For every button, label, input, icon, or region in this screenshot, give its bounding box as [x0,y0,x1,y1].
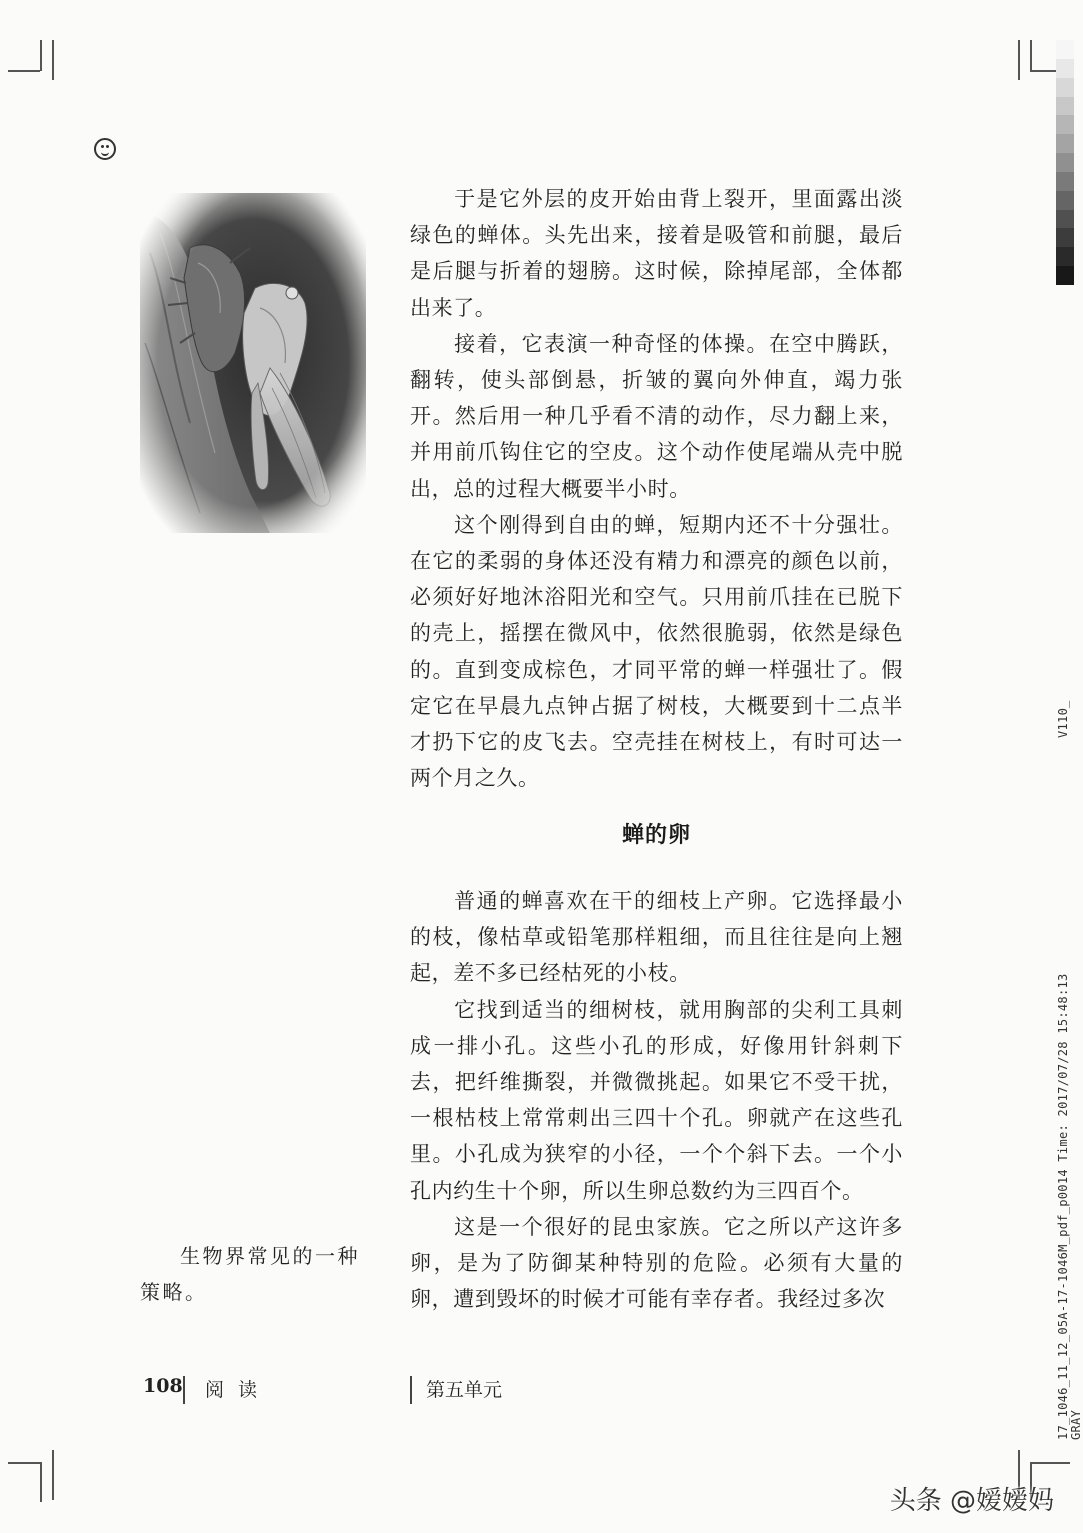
crop-mark [1030,40,1032,70]
footer-divider [183,1376,185,1404]
crop-mark [40,1462,42,1502]
version-code: V110_ [1056,700,1070,738]
page-number: 108 [143,1375,183,1397]
footer-divider [410,1376,412,1404]
watermark: 头条 @嫒嫒妈 [889,1486,1054,1516]
smiley-icon [94,138,116,160]
gray-scale-bar [1056,40,1074,285]
paragraph: 它找到适当的细树枝，就用胸部的尖利工具刺成一排小孔。这些小孔的形成，好像用针斜刺下去，把纤维撕裂，并微微挑起。如果它不受干扰，一根枯枝上常常刺出三四十个孔。卵就产在这些孔里。小孔成为狭窄的小径，一个个斜下去。一个小孔内约生十个卵，所以生卵总数约为三四百个。 [410,997,903,1203]
paragraph: 普通的蝉喜欢在干的细枝上产卵。它选择最小的枝，像枯草或铅笔那样粗细，而且往往是向上翘起，差不多已经枯死的小枝。 [410,889,903,986]
crop-mark [8,1462,40,1464]
cicada-photo [140,193,366,533]
margin-note-text: 生物界常见的一种策略。 [140,1244,360,1304]
paragraph: 这个刚得到自由的蝉，短期内还不十分强壮。在它的柔弱的身体还没有精力和漂亮的颜色以前，必须好好地沐浴阳光和空气。只用前爪挂在已脱下的壳上，摇摆在微风中，依然很脆弱，依然是绿色的。直到变成棕色，才同平常的蝉一样强壮了。假定它在早晨九点钟占据了树枝，大概要到十二点半才扔下它的皮飞去。空壳挂在树枝上，有时可达一两个月之久。 [410,512,903,791]
crop-mark [52,1450,54,1500]
file-info: 17_1046_11_12_05A-17-1046M_pdf_p0014 Time: 2017/07/28 15:48:13 [1056,973,1070,1440]
section-heading: 蝉的卵 [621,822,691,848]
gray-label: GRAY [1069,1409,1083,1440]
body-text-bottom [410,883,903,1317]
crop-mark [1018,40,1020,80]
book-title: 阅 读 [205,1379,262,1401]
crop-mark [1030,1462,1070,1464]
paragraph: 于是它外层的皮开始由背上裂开，里面露出淡绿色的蝉体。头先出来，接着是吸管和前腿，最后是后腿与折着的翅膀。这时候，除掉尾部，全体都出来了。 [410,187,903,320]
crop-mark [40,40,42,71]
unit-label: 第五单元 [426,1379,503,1401]
paragraph: 这是一个很好的昆虫家族。它之所以产这许多卵，是为了防御某种特别的危险。必须有大量的卵，遭到毁坏的时候才可能有幸存者。我经过多次 [410,1214,903,1312]
body-text-top [410,181,903,796]
crop-mark [8,70,40,72]
margin-note [140,1238,370,1310]
paragraph: 接着，它表演一种奇怪的体操。在空中腾跃，翻转，使头部倒悬，折皱的翼向外伸直，竭力张开。然后用一种几乎看不清的动作，尽力翻上来，并用前爪钩住它的空皮。这个动作使尾端从壳中脱出，总的过程大概要半小时。 [410,331,903,501]
crop-mark [52,40,54,80]
